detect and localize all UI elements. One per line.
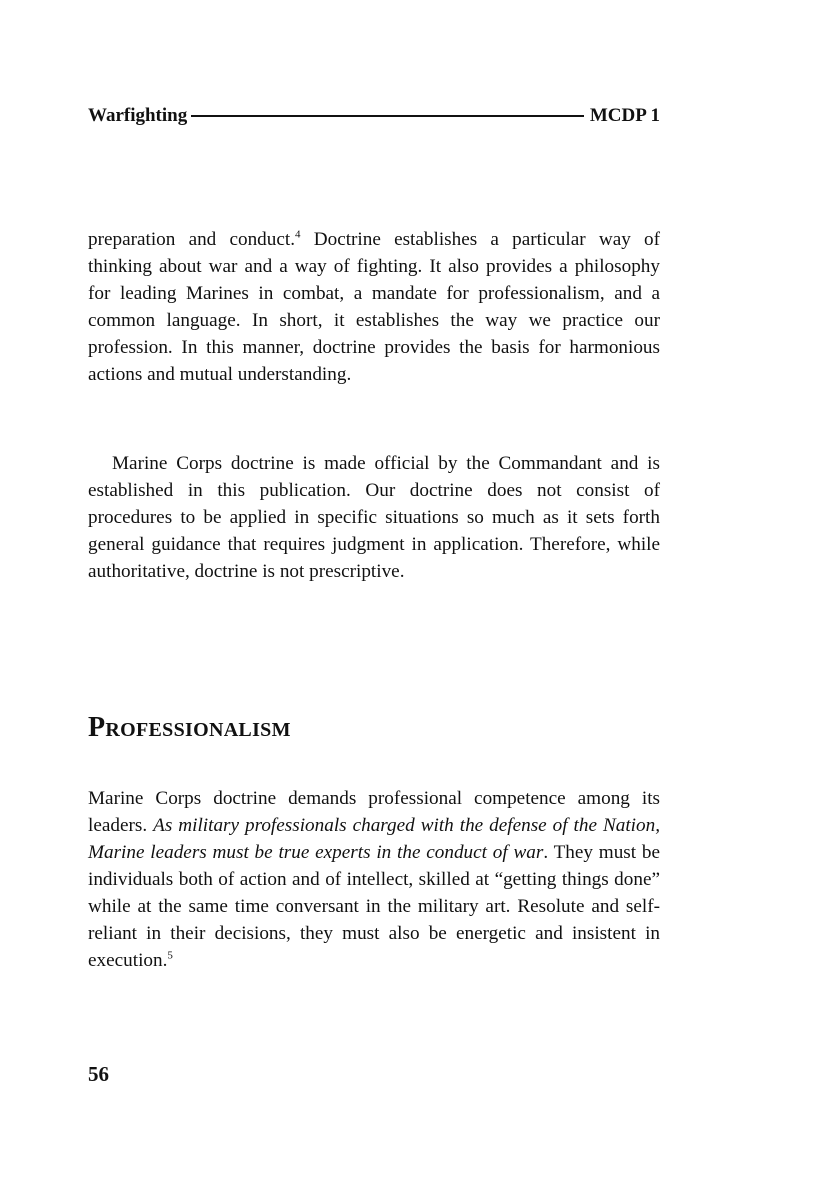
header-publication-id: MCDP 1 — [589, 105, 660, 126]
paragraph-text: . They must be individuals both of action and of intellect, skilled at “getting things done” while at the same time conversant in the military art. Resolute and self-reliant in their decisions, they must also be energetic and insistent in execution. — [88, 842, 660, 971]
body-paragraph-1 — [88, 226, 660, 388]
header-title: Warfighting — [88, 105, 188, 126]
paragraph-text: Marine Corps doctrine demands professional competence among its leaders. — [88, 788, 660, 836]
emphasized-text: As military professionals charged with the defense of the Nation, Marine leaders must be true experts in the conduct of war — [88, 815, 660, 863]
body-paragraph-3 — [88, 785, 660, 974]
paragraph-text: preparation and conduct. — [88, 229, 296, 250]
footnote-marker: 4 — [295, 228, 301, 241]
section-heading: Professionalism — [88, 712, 291, 743]
paragraph-text: Doctrine establishes a particular way of thinking about war and a way of fighting. It also provides a philosophy for leading Marines in combat, a mandate for professionalism, and a common language. In short, it establishes the way we practice our profession. In this manner, doctrine provides the basis for harmonious actions and mutual understanding. — [88, 229, 661, 385]
body-paragraph-2 — [88, 450, 660, 585]
footnote-marker: 5 — [167, 949, 173, 962]
page-number: 56 — [88, 1062, 109, 1086]
running-header — [88, 102, 660, 130]
paragraph-text: Marine Corps doctrine is made official by the Commandant and is established in this publication. Our doctrine does not consist of procedures to be applied in specific situations so much as it sets forth general guidance that requires judgment in application. Therefore, while authoritative, doctrine is not prescriptive. — [88, 453, 660, 582]
header-rule — [191, 115, 584, 117]
